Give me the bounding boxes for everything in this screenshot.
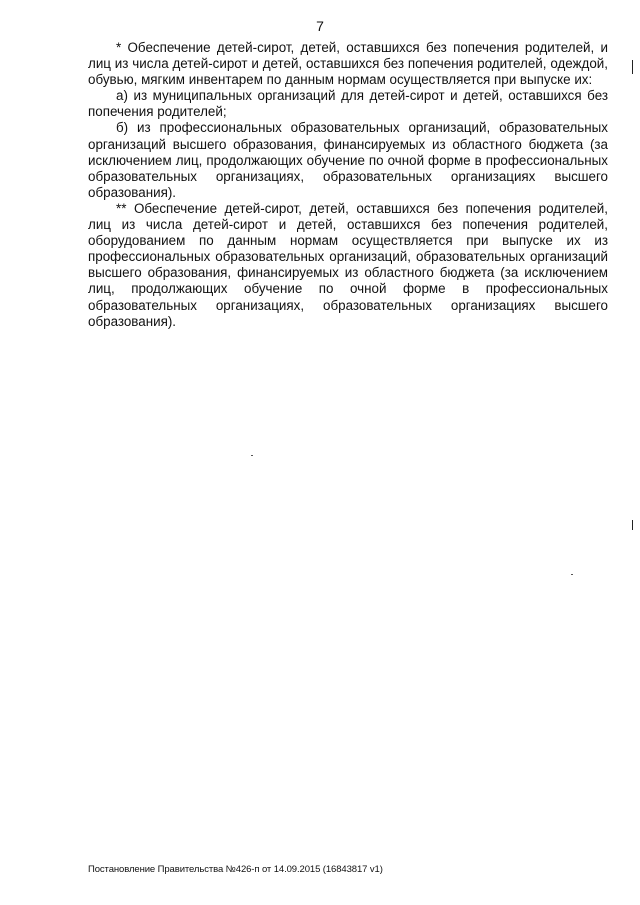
page-number: 7 (316, 18, 324, 34)
scan-edge-mark (632, 520, 633, 530)
scan-speck (251, 455, 253, 456)
footnote-paragraph-clothing: * Обеспечение детей-сирот, детей, оставшихся без попечения родителей, и лиц из числа детей-сирот и детей, оставшихся без попечения родителей, одеждой, обувью, мягким инвентарем по данным нормам осуществляется при выпуске их: (88, 40, 608, 88)
list-item-a-municipal: а) из муниципальных организаций для детей-сирот и детей, оставшихся без попечения родителей; (88, 88, 608, 120)
document-footer: Постановление Правительства №426-п от 14.09.2015 (16843817 v1) (88, 864, 383, 875)
scan-edge-mark (632, 60, 633, 74)
list-item-b-professional: б) из профессиональных образовательных организаций, образовательных организаций высшего образования, финансируемых из областного бюджета (за исключением лиц, продолжающих обучение по очной форме в профессиональных образовательных организациях, образовательных организациях высшего образования). (88, 120, 608, 200)
document-body (88, 40, 608, 330)
footnote-paragraph-equipment: ** Обеспечение детей-сирот, детей, оставшихся без попечения родителей, лиц из числа детей-сирот и детей, оставшихся без попечения родителей, оборудованием по данным нормам осуществляется при выпуске их из профессиональных образовательных организаций, образовательных организаций высшего образования, финансируемых из областного бюджета (за исключением лиц, продолжающих обучение по очной форме в профессиональных образовательных организациях, образовательных организациях высшего образования). (88, 200, 608, 329)
scan-speck (571, 574, 573, 575)
